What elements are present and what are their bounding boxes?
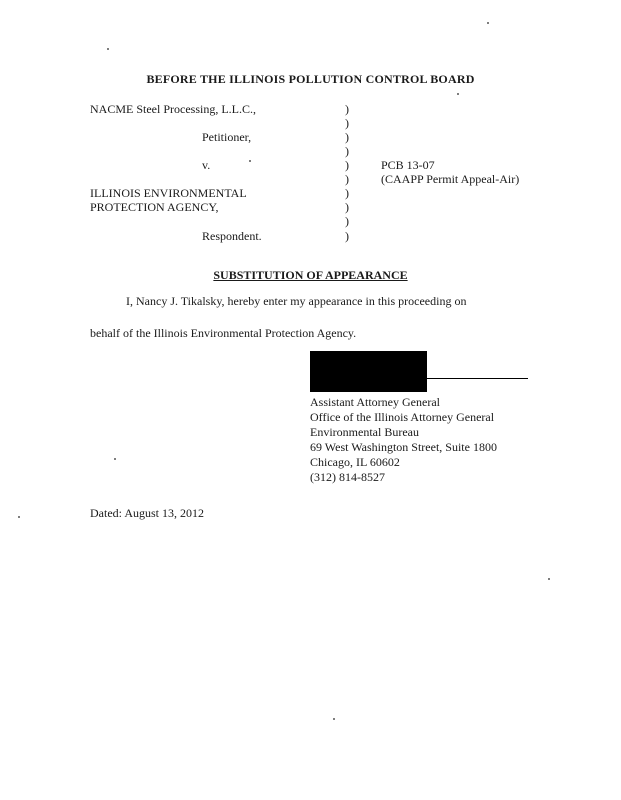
redacted-signature: [310, 351, 427, 392]
section-title-text: SUBSTITUTION OF APPEARANCE: [213, 268, 408, 282]
caption-paren: ): [345, 229, 349, 243]
scan-speck: [457, 93, 459, 95]
scan-speck: [18, 516, 20, 518]
signature-bureau: Environmental Bureau: [310, 425, 419, 439]
body-line-2: behalf of the Illinois Environmental Protection Agency.: [90, 326, 357, 340]
respondent-name-line2: PROTECTION AGENCY,: [90, 200, 219, 214]
respondent-name-line1: ILLINOIS ENVIRONMENTAL: [90, 186, 247, 200]
caption-paren: ): [345, 116, 349, 130]
scan-speck: [107, 48, 109, 50]
caption-paren: ): [345, 130, 349, 144]
petitioner-name: NACME Steel Processing, L.L.C.,: [90, 102, 256, 116]
body-line-1: I, Nancy J. Tikalsky, hereby enter my appearance in this proceeding on: [126, 294, 467, 308]
scan-speck: [548, 578, 550, 580]
caption-paren: ): [345, 102, 349, 116]
caption-paren: ): [345, 158, 349, 172]
document-heading: BEFORE THE ILLINOIS POLLUTION CONTROL BOARD: [146, 72, 475, 86]
signature-street: 69 West Washington Street, Suite 1800: [310, 440, 497, 454]
case-type: (CAAPP Permit Appeal-Air): [381, 172, 520, 186]
scan-speck: [333, 718, 335, 720]
signature-office: Office of the Illinois Attorney General: [310, 410, 495, 424]
petitioner-role: Petitioner,: [202, 130, 252, 144]
versus-label: v.: [202, 158, 211, 172]
scan-speck: [487, 22, 489, 24]
signature-city: Chicago, IL 60602: [310, 455, 400, 469]
caption-paren: ): [345, 214, 349, 228]
caption-paren: ): [345, 186, 349, 200]
signature-block: [310, 395, 497, 485]
signature-phone: (312) 814-8527: [310, 470, 385, 484]
caption-paren: ): [345, 172, 349, 186]
section-title: [0, 268, 621, 283]
dated-line: Dated: August 13, 2012: [90, 506, 204, 520]
case-number: PCB 13-07: [381, 158, 435, 172]
caption-paren: ): [345, 144, 349, 158]
signature-line: [427, 378, 528, 379]
scan-speck: [114, 458, 116, 460]
respondent-role: Respondent.: [202, 229, 262, 243]
scan-speck: [249, 160, 251, 162]
caption-paren: ): [345, 200, 349, 214]
signature-title: Assistant Attorney General: [310, 395, 440, 409]
